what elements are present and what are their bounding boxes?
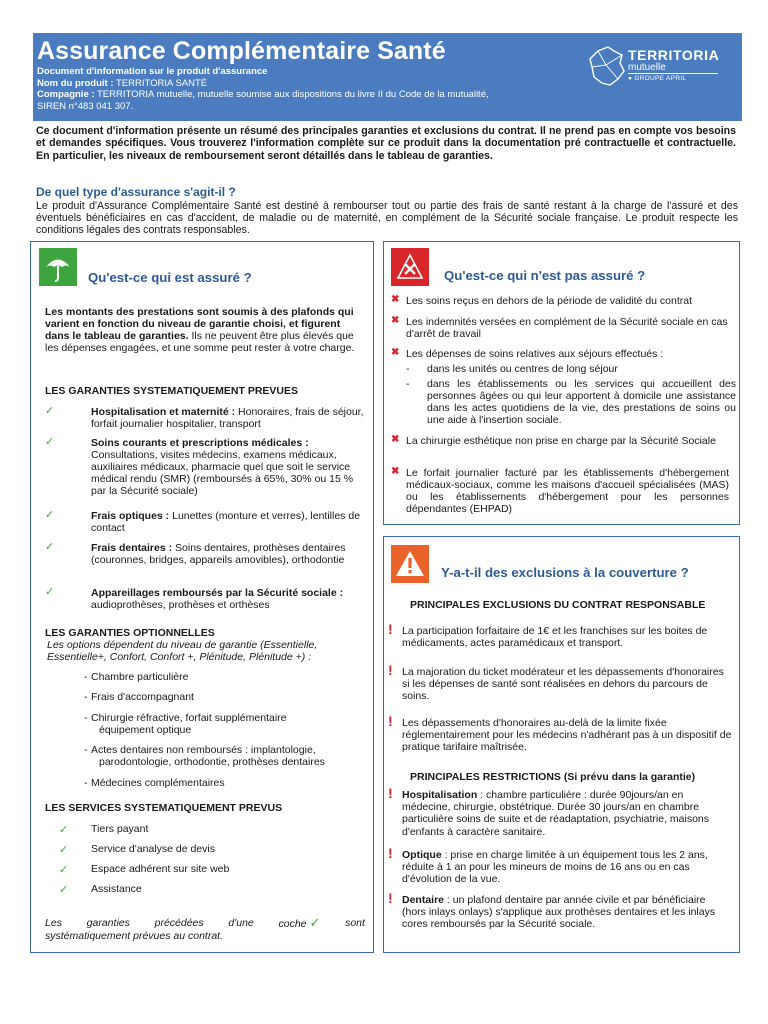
- restriction-item: ! Hospitalisation : chambre particulière : durée 90jours/an en médecine, chirurgie, obstétrique. Durée 30 jours/an en chambre particulière soins de suite et de réadaptation, psychiatrie, maisons d'enfants à caractère sanitaire.: [388, 785, 710, 838]
- service-item: ✓ Assistance: [59, 883, 142, 896]
- exclamation-icon: !: [388, 785, 393, 801]
- guarantee-item: ✓ Hospitalisation et maternité : Honoraires, frais de séjour, forfait journalier hospitalier, transport: [45, 405, 364, 430]
- logo-name: TERRITORIA: [628, 47, 720, 63]
- product-value: TERRITORIA SANTÉ: [113, 77, 208, 89]
- insured-heading: Qu'est-ce qui est assuré ?: [88, 270, 252, 285]
- check-icon: ✓: [59, 844, 69, 856]
- exclusions-heading: Y-a-t-il des exclusions à la couverture ?: [441, 565, 689, 580]
- exclusion-item: ! Les dépassements d'honoraires au-delà de la limite fixée réglementairement pour les médecins n'adhérant pas à un dispositif de pratique tarifaire maîtrisée.: [388, 713, 732, 754]
- not-insured-heading: Qu'est-ce qui n'est pas assuré ?: [444, 268, 646, 283]
- logo-divider: [628, 73, 718, 74]
- guarantees-heading: LES GARANTIES SYSTEMATIQUEMENT PREVUES: [45, 385, 298, 397]
- exclamation-icon: !: [388, 890, 393, 906]
- insured-intro-bold: Les montants des prestations sont soumis à des plafonds qui varient en fonction du niveau de garantie choisi, et figurent dans le tableau de garanties.: [45, 306, 354, 342]
- not-insured-sub-item: - dans les établissements ou les services qui accueillent des personnes âgées ou qui leur apportent à domicile une assistance dans les actes quotidiens de la vie, des prestations de soins ou une aide à l'insertion sociale.: [406, 378, 736, 426]
- document-subtitle: Document d'information sur le produit d'assurance: [37, 66, 268, 77]
- service-item: ✓ Tiers payant: [59, 823, 149, 836]
- insured-intro-rest: Ils ne peuvent être plus élevés que les dépenses engagées, et une somme peut rester à votre charge.: [45, 330, 355, 354]
- type-answer: Le produit d'Assurance Complémentaire Santé est destiné à rembourser tout ou partie des frais de santé restant à la charge de l'assuré et des éventuels bénéficiaires en cas d'accident, de maladie ou de maternité, en complément de la Sécurité sociale française. Le produit respecte les conditions légales des contrats responsables.: [36, 200, 738, 237]
- service-item: ✓ Service d'analyse de devis: [59, 843, 215, 856]
- map-france-icon: [588, 45, 626, 89]
- product-label: Nom du produit :: [37, 77, 114, 89]
- service-item: ✓ Espace adhérent sur site web: [59, 863, 230, 876]
- company-label: Compagnie :: [37, 89, 95, 100]
- guarantee-item: ✓ Soins courants et prescriptions médicales : Consultations, visites médecins, examens médicaux, auxiliaires médicaux, pharmacie quel que soit le service médical rendu (SMR) (remboursés à 65%, 30% ou 15 % par la Sécurité sociale): [45, 436, 354, 497]
- optional-heading: LES GARANTIES OPTIONNELLES: [45, 627, 215, 639]
- not-insured-sub-item: - dans les unités ou centres de long séjour: [406, 363, 618, 375]
- cross-icon: ✖: [391, 315, 400, 326]
- guarantee-item: ✓ Appareillages remboursés par la Sécurité sociale : audioprothèses, prothèses et orthèses: [45, 586, 344, 611]
- warning-icon: [391, 545, 429, 583]
- check-icon: ✓: [45, 405, 55, 417]
- optional-item: - Frais d'accompagnant: [84, 691, 194, 703]
- cross-sign-icon: [391, 248, 429, 286]
- main-exclusions-heading: PRINCIPALES EXCLUSIONS DU CONTRAT RESPONSABLE: [410, 599, 706, 611]
- umbrella-icon: [39, 248, 77, 286]
- restrictions-heading: PRINCIPALES RESTRICTIONS (Si prévu dans la garantie): [410, 771, 696, 783]
- optional-item: - Chirurgie réfractive, forfait supplémentaire équipement optique: [84, 712, 287, 736]
- check-icon: ✓: [45, 541, 55, 553]
- not-insured-item: ✖ Les indemnités versées en complément de la Sécurité sociale en cas d'arrêt de travail: [391, 315, 728, 340]
- not-insured-item: ✖ Les dépenses de soins relatives aux séjours effectués :: [391, 347, 664, 360]
- cross-icon: ✖: [391, 466, 400, 477]
- optional-item: - Chambre particulière: [84, 671, 189, 683]
- logo-group: ● GROUPE APRIL: [628, 75, 687, 82]
- not-insured-box: [383, 241, 740, 525]
- type-question: De quel type d'assurance s'agit-il ?: [36, 185, 236, 199]
- cross-icon: ✖: [391, 434, 400, 445]
- check-icon: ✓: [59, 824, 69, 836]
- territoria-logo: [588, 43, 728, 113]
- check-icon: ✓: [309, 915, 321, 930]
- optional-item: - Médecines complémentaires: [84, 777, 225, 789]
- check-icon: ✓: [45, 436, 55, 448]
- exclusions-box: [383, 536, 740, 953]
- document-title: Assurance Complémentaire Santé: [37, 37, 446, 65]
- intro-paragraph: Ce document d'information présente un résumé des principales garanties et exclusions du contrat. Il ne prend pas en compte vos besoins et demandes spécifiques. Vous trouverez l'information complète sur ce produit dans la documentation pré contractuelle et contractuelle. En particulier, les niveaux de remboursement seront détaillés dans le tableau de garanties.: [36, 125, 736, 162]
- insured-intro: [45, 306, 361, 354]
- cross-icon: ✖: [391, 294, 400, 305]
- check-icon: ✓: [59, 884, 69, 896]
- check-icon: ✓: [45, 586, 55, 598]
- exclamation-icon: !: [388, 621, 393, 637]
- services-heading: LES SERVICES SYSTEMATIQUEMENT PREVUS: [45, 802, 283, 814]
- check-icon: ✓: [45, 509, 55, 521]
- restriction-item: ! Dentaire : un plafond dentaire par année civile et par bénéficiaire (hors inlays onlays) s'applique aux prothèses dentaires et les inlays cores remboursés par la Sécurité sociale.: [388, 890, 716, 931]
- restriction-item: ! Optique : prise en charge limitée à un équipement tous les 2 ans, réduite à 1 an pour les mineurs de moins de 16 ans ou en cas d'évolution de la vue.: [388, 845, 708, 886]
- not-insured-item: ✖ Les soins reçus en dehors de la période de validité du contrat: [391, 294, 693, 307]
- not-insured-item: ✖ La chirurgie esthétique non prise en charge par la Sécurité Sociale: [391, 434, 716, 447]
- exclamation-icon: !: [388, 662, 393, 678]
- optional-item: - Actes dentaires non remboursés : implantologie, parodontologie, orthodontie, prothèses dentaires: [84, 744, 325, 768]
- logo-sub: mutuelle: [628, 62, 666, 73]
- siren-line: SIREN n°483 041 307.: [37, 100, 134, 112]
- exclamation-icon: !: [388, 713, 393, 729]
- guarantee-item: ✓ Frais optiques : Lunettes (monture et verres), lentilles de contact: [45, 509, 361, 534]
- guarantee-item: ✓ Frais dentaires : Soins dentaires, prothèses dentaires (couronnes, bridges, appareils amovibles), orthodontie: [45, 541, 346, 566]
- cross-icon: ✖: [391, 347, 400, 358]
- optional-note: Les options dépendent du niveau de garantie (Essentielle, Essentielle+, Confort, Confort +, Plénitude, Plénitude +) :: [47, 639, 318, 663]
- not-insured-item: ✖ Le forfait journalier facturé par les établissements d'hébergement médicaux-sociaux, comme les maisons d'accueil spécialisées (MAS) ou les établissements d'hébergement pour les personnes dépendantes (EHPAD): [391, 466, 729, 515]
- check-icon: ✓: [59, 864, 69, 876]
- exclusion-item: ! La participation forfaitaire de 1€ et les franchises sur les boites de médicaments, actes paramédicaux et transport.: [388, 621, 708, 650]
- exclamation-icon: !: [388, 845, 393, 861]
- exclusion-item: ! La majoration du ticket modérateur et les dépassements d'honoraires si les dépenses de santé sont réalisées en dehors du parcours de soins.: [388, 662, 724, 703]
- company-value: TERRITORIA mutuelle, mutuelle soumise aux dispositions du livre II du Code de la mutualité,: [94, 89, 489, 100]
- insured-footnote: Les garanties précédées d'une coche ✓ sont systématiquement prévues au contrat.: [45, 915, 365, 942]
- document-header: [33, 33, 742, 121]
- insured-box: [30, 241, 374, 953]
